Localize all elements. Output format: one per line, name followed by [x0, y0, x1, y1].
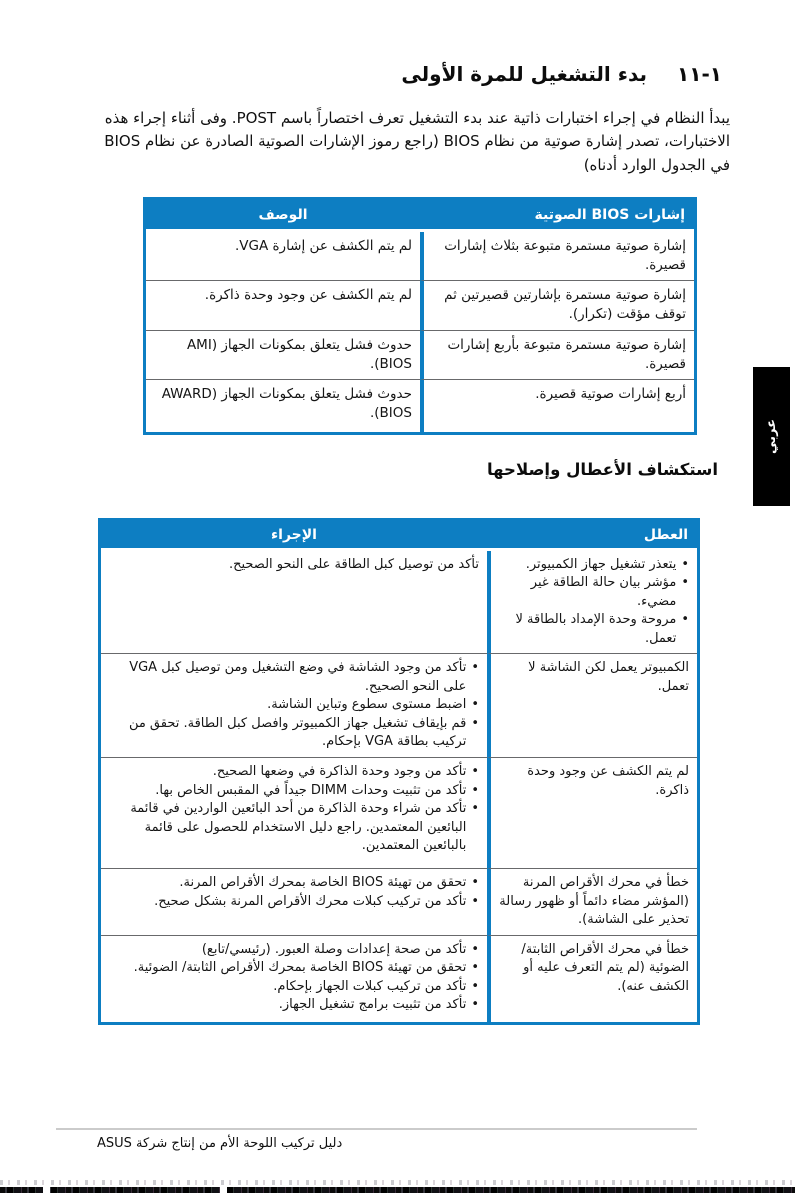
item-text: مؤشر بيان حالة الطاقة غير مضيء. — [530, 575, 677, 609]
trouble-problem-cell — [487, 757, 697, 868]
trouble-table-header-problem: العطل — [487, 521, 697, 551]
item-text: خطأ في محرك الأقراص المرنة (المؤشر مضاء دائماً أو ظهور رسالة تحذير على الشاشة). — [499, 875, 689, 928]
trouble-table-row — [101, 757, 697, 868]
trouble-action-cell — [101, 653, 487, 757]
item-text: تحقق من تهيئة BIOS الخاصة بمحرك الأقراص الثابتة/ الضوئية. — [133, 960, 467, 976]
scan-strip-gap — [220, 1187, 227, 1193]
trouble-table-header-row — [101, 521, 697, 551]
item-text: تأكد من تثبيت وحدات DIMM جيداً في المقبس الخاص بها. — [155, 782, 467, 798]
trouble-problem-cell — [487, 935, 697, 1022]
trouble-table-row — [101, 935, 697, 1022]
bullet-icon: • — [471, 715, 479, 731]
trouble-action-cell — [101, 935, 487, 1022]
bullet-icon: • — [681, 557, 689, 572]
item-text: تأكد من تثبيت برامج تشغيل الجهاز. — [278, 996, 467, 1012]
trouble-table-body — [101, 551, 697, 1022]
bullet-icon: • — [471, 941, 479, 957]
bullet-item — [499, 611, 689, 648]
beep-table-row — [146, 280, 694, 329]
beep-table-row — [146, 232, 694, 280]
bullet-icon: • — [471, 978, 479, 994]
trouble-problem-cell — [487, 868, 697, 934]
item-text: تأكد من توصيل كبل الطاقة على النحو الصحيح. — [228, 557, 479, 572]
item-text: يتعذر تشغيل جهاز الكمبيوتر. — [525, 557, 677, 572]
language-tab — [753, 367, 790, 506]
intro-paragraph: يبدأ النظام في إجراء اختبارات ذاتية عند بدء التشغيل تعرف اختصاراً باسم POST. وفى أثناء إجراء هذه الاختبارات، تصدر إشارة صوتية من نظام BIOS (راجع رموز الإشارات الصوتية الصادرة عن نظام BIOS في الجدول الوارد أدناه) — [104, 109, 730, 174]
beep-signal-cell: إشارة صوتية مستمرة متبوعة بثلاث إشارات قصيرة. — [420, 232, 694, 280]
text-item — [109, 556, 479, 574]
bullet-item — [109, 874, 479, 892]
item-text: تأكد من وجود وحدة الذاكرة في وضعها الصحيح. — [212, 764, 467, 780]
bullet-item — [499, 556, 689, 574]
section-title-row — [401, 62, 722, 86]
bullet-item — [109, 996, 479, 1014]
bullet-item — [109, 763, 479, 781]
language-tab-label: عربي — [763, 418, 779, 455]
beep-signal-cell: إشارة صوتية مستمرة متبوعة بأربع إشارات قصيرة. — [420, 330, 694, 379]
section-number: ١-١١ — [677, 62, 722, 86]
bullet-icon: • — [471, 875, 479, 891]
beep-signal-cell: إشارة صوتية مستمرة بإشارتين قصيرتين ثم توقف مؤقت (تكرار). — [420, 280, 694, 329]
item-text: الكمبيوتر يعمل لكن الشاشة لا تعمل. — [528, 660, 689, 694]
item-text: تأكد من شراء وحدة الذاكرة من أحد البائعين الواردين في قائمة البائعين المعتمدين. راجع دليل الاستخدام للحصول على قائمة بالبائعين المعتمدين. — [130, 801, 467, 854]
beep-description-cell: حدوث فشل يتعلق بمكونات الجهاز (AWARD BIOS). — [146, 379, 420, 432]
bullet-item — [109, 959, 479, 977]
beep-description-cell: حدوث فشل يتعلق بمكونات الجهاز (AMI BIOS). — [146, 330, 420, 379]
beep-codes-table — [143, 197, 697, 435]
bullet-item — [109, 978, 479, 996]
trouble-action-cell — [101, 551, 487, 653]
trouble-action-cell — [101, 868, 487, 934]
text-item — [499, 763, 689, 800]
item-text: تأكد من تركيب كبلات الجهاز بإحكام. — [273, 978, 467, 994]
footer-text: دليل تركيب اللوحة الأم من إنتاج شركة ASUS — [97, 1136, 343, 1151]
bullet-icon: • — [471, 960, 479, 976]
bullet-item — [499, 574, 689, 611]
bullet-item — [109, 941, 479, 959]
bullet-icon: • — [471, 782, 479, 798]
trouble-action-cell — [101, 757, 487, 868]
bullet-icon: • — [471, 996, 479, 1012]
item-text: مروحة وحدة الإمداد بالطاقة لا تعمل. — [515, 612, 677, 646]
item-text: تأكد من وجود الشاشة في وضع التشغيل ومن توصيل كبل VGA على النحو الصحيح. — [129, 660, 467, 694]
beep-table-header-row — [146, 200, 694, 232]
scan-noise-strip — [0, 1180, 795, 1185]
trouble-table-row — [101, 653, 697, 757]
bullet-item — [109, 800, 479, 855]
beep-table-body — [146, 232, 694, 432]
text-item — [499, 874, 689, 929]
bullet-item — [109, 696, 479, 714]
trouble-table-row — [101, 868, 697, 934]
beep-description-cell: لم يتم الكشف عن إشارة VGA. — [234, 238, 412, 254]
bullet-item — [109, 659, 479, 696]
beep-table-header-description: الوصف — [146, 200, 420, 232]
item-text: خطأ في محرك الأقراص الثابتة/ الضوئية (لم يتم التعرف عليه أو الكشف عنه). — [521, 941, 689, 994]
bullet-icon: • — [681, 575, 689, 591]
trouble-problem-cell — [487, 653, 697, 757]
item-text: تأكد من تركيب كبلات محرك الأقراص المرنة بشكل صحيح. — [154, 893, 467, 909]
bullet-icon: • — [471, 660, 479, 676]
trouble-table-row — [101, 551, 697, 653]
bullet-icon: • — [471, 801, 479, 817]
page-title: بدء التشغيل للمرة الأولى — [401, 62, 648, 86]
scan-strip-gap — [43, 1187, 50, 1193]
troubleshooting-heading: استكشاف الأعطال وإصلاحها — [486, 460, 718, 479]
item-text: تأكد من صحة إعدادات وصلة العبور. (رئيسي/تابع) — [201, 941, 467, 957]
item-text: لم يتم الكشف عن وجود وحدة ذاكرة. — [527, 764, 689, 798]
bullet-item — [109, 893, 479, 911]
trouble-table-header-action: الإجراء — [101, 521, 487, 551]
beep-table-row — [146, 379, 694, 432]
bullet-icon: • — [471, 697, 479, 713]
bullet-icon: • — [471, 893, 479, 909]
troubleshooting-table — [98, 518, 700, 1025]
bullet-icon: • — [681, 612, 689, 628]
item-text: تحقق من تهيئة BIOS الخاصة بمحرك الأقراص المرنة. — [179, 875, 467, 891]
scan-artifact-strip — [0, 1187, 795, 1193]
item-text: قم بإيقاف تشغيل جهاز الكمبيوتر وافصل كبل الطاقة. تحقق من تركيب بطاقة VGA بإحكام. — [128, 715, 467, 750]
trouble-problem-cell — [487, 551, 697, 653]
text-item — [499, 659, 689, 696]
beep-table-header-signal: إشارات BIOS الصوتية — [420, 200, 694, 232]
bullet-icon: • — [471, 764, 479, 780]
beep-description-cell: لم يتم الكشف عن وجود وحدة ذاكرة. — [146, 280, 420, 329]
bullet-item — [109, 715, 479, 752]
bullet-item — [109, 782, 479, 800]
beep-signal-cell: أربع إشارات صوتية قصيرة. — [420, 379, 694, 432]
text-item — [499, 941, 689, 996]
beep-table-row — [146, 330, 694, 379]
footer-divider — [56, 1128, 697, 1130]
item-text: اضبط مستوى سطوع وتباين الشاشة. — [267, 697, 467, 713]
